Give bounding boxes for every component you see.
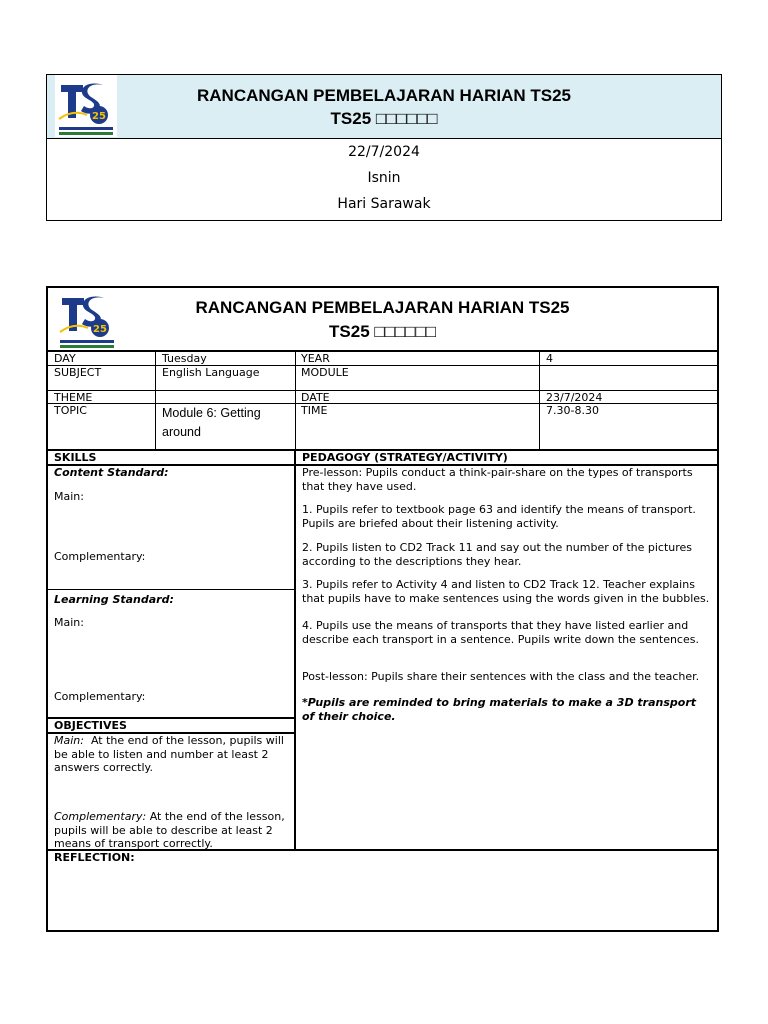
- svg-text:25: 25: [93, 324, 107, 335]
- objective-comp-text: At the end of the lesson, pupils will be able to describe at least 2 means of transport correctly.: [54, 810, 285, 850]
- divider: [155, 350, 156, 449]
- objective-comp-label: Complementary:: [54, 810, 147, 823]
- content-standard-main: Main:: [54, 490, 84, 503]
- subject-label: SUBJECT: [54, 366, 102, 379]
- pedagogy-step-2: 2. Pupils listen to CD2 Track 11 and say out the number of the pictures according to the descriptions they hear.: [302, 541, 693, 568]
- content-standard-heading: Content Standard:: [54, 466, 169, 479]
- objective-main-label: Main:: [54, 734, 84, 747]
- time-label: TIME: [301, 404, 328, 417]
- header-occasion: Hari Sarawak: [337, 196, 431, 212]
- learning-standard-complementary: Complementary:: [54, 690, 146, 703]
- year-value: 4: [546, 352, 553, 365]
- header-band: [47, 75, 721, 139]
- divider: [48, 350, 717, 352]
- header-day: Isnin: [367, 170, 401, 186]
- year-label: YEAR: [301, 352, 330, 365]
- divider: [295, 350, 296, 449]
- module-label: MODULE: [301, 366, 349, 379]
- divider: [48, 390, 717, 391]
- time-value: 7.30-8.30: [546, 404, 599, 417]
- day-label: DAY: [54, 352, 76, 365]
- objectives-header: OBJECTIVES: [54, 719, 127, 732]
- header-subtitle: TS25 □□□□□□: [330, 109, 438, 128]
- pedagogy-post-lesson: Post-lesson: Pupils share their sentences with the class and the teacher.: [302, 670, 700, 683]
- svg-text:25: 25: [92, 111, 106, 122]
- date-value: 23/7/2024: [546, 391, 603, 404]
- topic-value: Module 6: Getting around: [162, 406, 261, 439]
- reflection-header: REFLECTION:: [54, 851, 135, 864]
- lesson-plan-form: [46, 286, 719, 932]
- form-title: RANCANGAN PEMBELAJARAN HARIAN TS25: [195, 298, 570, 317]
- skills-header: SKILLS: [54, 451, 97, 464]
- form-subtitle: TS25 □□□□□□: [329, 322, 436, 341]
- header-title: RANCANGAN PEMBELAJARAN HARIAN TS25: [196, 86, 572, 105]
- header-card: [46, 74, 722, 221]
- topic-label: TOPIC: [54, 404, 87, 417]
- pedagogy-pre-lesson: Pre-lesson: Pupils conduct a think-pair-share on the types of transports that they have used.: [302, 466, 693, 493]
- objective-main-text: At the end of the lesson, pupils will be able to listen and number at least 2 answers correctly.: [54, 734, 284, 774]
- divider: [539, 350, 540, 449]
- learning-standard-main: Main:: [54, 616, 84, 629]
- theme-label: THEME: [54, 391, 93, 404]
- divider: [294, 449, 296, 850]
- pedagogy-step-4: 4. Pupils use the means of transports that they have listed earlier and describe each transport in a sentence. Pupils write down the sentences.: [302, 619, 699, 646]
- content-standard-complementary: Complementary:: [54, 550, 146, 563]
- divider: [48, 589, 294, 590]
- header-date: 22/7/2024: [348, 144, 420, 160]
- pedagogy-step-1: 1. Pupils refer to textbook page 63 and identify the means of transport. Pupils are briefed about their listening activity.: [302, 503, 696, 530]
- pedagogy-step-3: 3. Pupils refer to Activity 4 and listen to CD2 Track 12. Teacher explains that pupils have to make sentences using the words given in the bubbles.: [302, 578, 710, 605]
- divider: [48, 365, 717, 366]
- objective-main: [54, 734, 290, 775]
- objective-complementary: [54, 810, 290, 851]
- subject-value: English Language: [162, 366, 260, 379]
- date-label: DATE: [301, 391, 330, 404]
- pedagogy-header: PEDAGOGY (STRATEGY/ACTIVITY): [302, 451, 508, 464]
- divider: [48, 403, 717, 404]
- day-value: Tuesday: [162, 352, 207, 365]
- learning-standard-heading: Learning Standard:: [54, 593, 174, 606]
- pedagogy-reminder: *Pupils are reminded to bring materials to make a 3D transport of their choice.: [302, 696, 696, 723]
